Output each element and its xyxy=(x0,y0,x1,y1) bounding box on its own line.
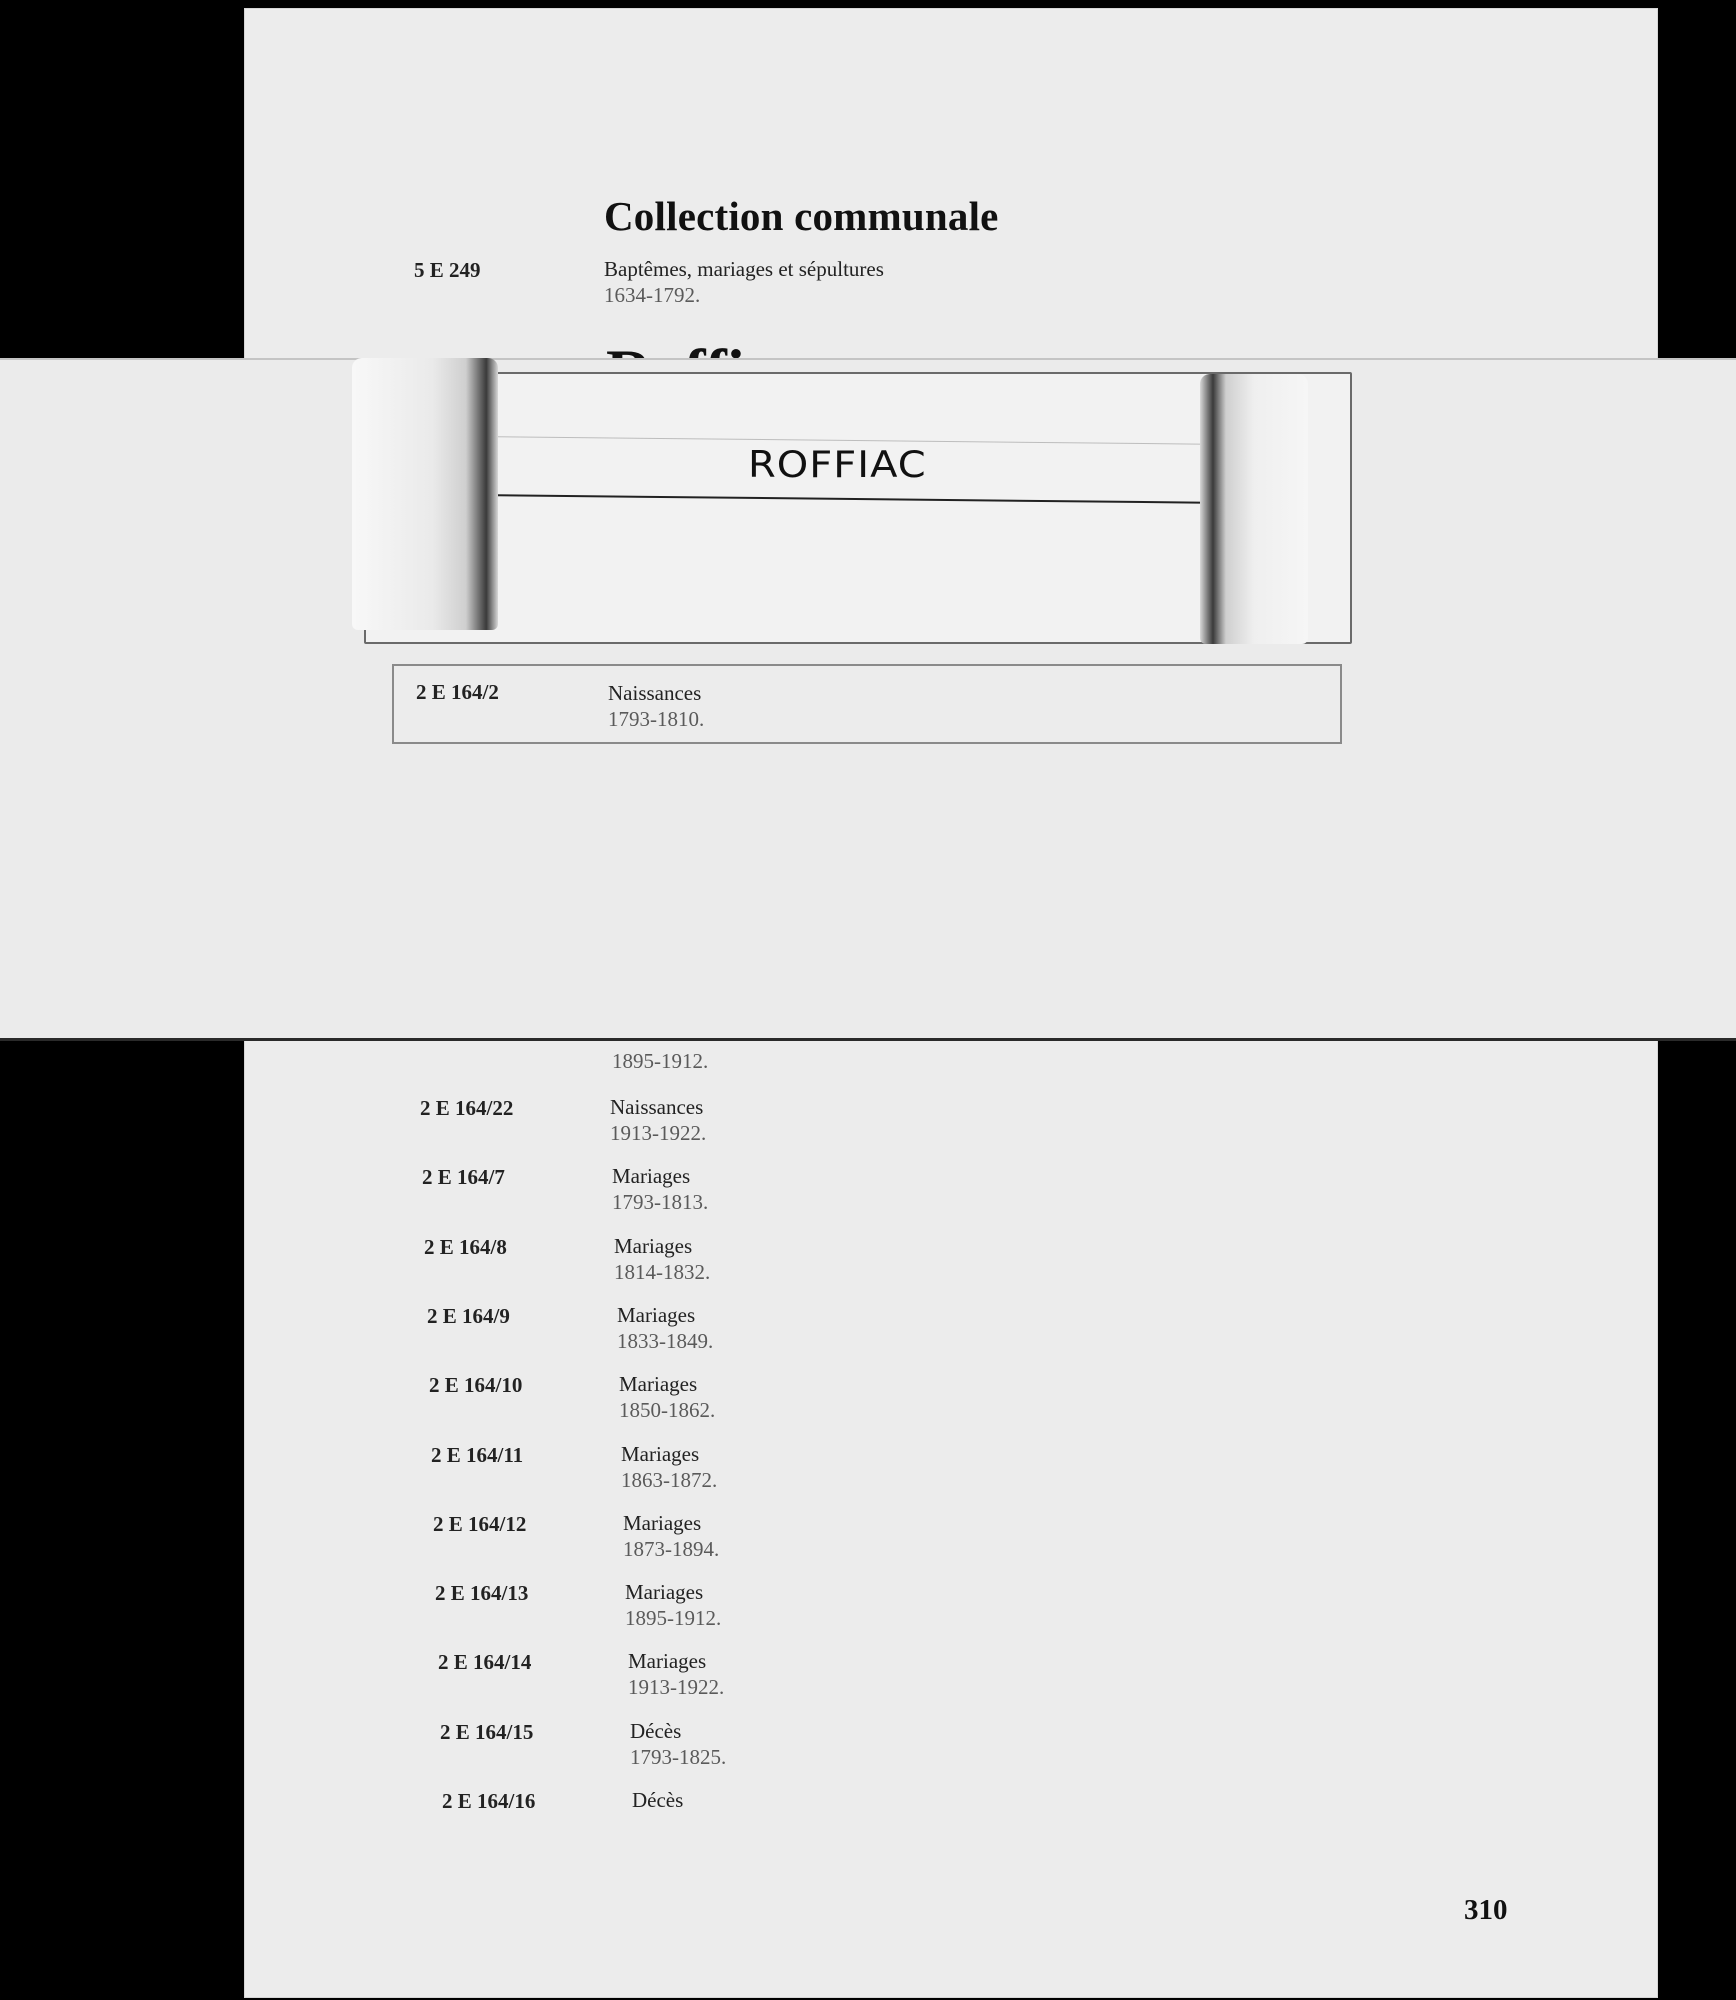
entry-code: 2 E 164/15 xyxy=(440,1720,534,1744)
top-entry-title-text: Baptêmes, mariages et sépultures xyxy=(604,257,884,281)
card-entry-title xyxy=(608,680,704,732)
entry-title xyxy=(612,1163,708,1215)
entry-code: 2 E 164/7 xyxy=(422,1165,505,1189)
entry-dates: 1833-1849. xyxy=(617,1329,714,1353)
entry-title-text: Décès xyxy=(632,1788,684,1812)
entry-title-text: Mariages xyxy=(628,1649,707,1673)
entry-title xyxy=(619,1371,715,1423)
entry-title xyxy=(630,1718,726,1770)
entry-title-text: Mariages xyxy=(619,1372,698,1396)
entry-title xyxy=(632,1787,683,1813)
entry-code: 2 E 164/8 xyxy=(424,1235,507,1259)
entry-dates: 1814-1832. xyxy=(614,1260,711,1284)
page-number: 310 xyxy=(1464,1894,1508,1926)
entry-title-text: Mariages xyxy=(617,1303,696,1327)
entry-title xyxy=(625,1579,721,1631)
entry-title xyxy=(623,1510,719,1562)
entry-code: 2 E 164/16 xyxy=(442,1789,536,1813)
page-heading: Collection communale xyxy=(604,193,999,239)
entry-dates: 1895-1912. xyxy=(625,1606,722,1630)
top-entry-code: 5 E 249 xyxy=(414,258,481,282)
entry-title-text: Naissances xyxy=(610,1095,704,1119)
entry-title-text: Mariages xyxy=(623,1511,702,1535)
card-entry-code: 2 E 164/2 xyxy=(416,680,499,704)
entry-title xyxy=(621,1441,717,1493)
tape-right xyxy=(1200,374,1308,644)
card-entry-title-text: Naissances xyxy=(608,681,702,705)
entry-title xyxy=(628,1648,724,1700)
entry-title xyxy=(617,1302,713,1354)
entry-title-text: Mariages xyxy=(621,1442,700,1466)
commune-heading xyxy=(606,322,805,352)
entry-title xyxy=(610,1094,706,1146)
entry-dates: 1793-1813. xyxy=(612,1190,709,1214)
entry-title-text: Mariages xyxy=(614,1234,693,1258)
entry-code: 2 E 164/11 xyxy=(431,1443,524,1467)
entry-title-text: Mariages xyxy=(625,1580,704,1604)
entry-title-text: Mariages xyxy=(612,1164,691,1188)
entry-code: 2 E 164/10 xyxy=(429,1373,523,1397)
entry-title xyxy=(614,1233,710,1285)
partial-entry-dates: 1895-1912. xyxy=(612,1049,709,1073)
entry-dates: 1863-1872. xyxy=(621,1468,718,1492)
entry-title-text: Décès xyxy=(630,1719,682,1743)
entry-dates: 1873-1894. xyxy=(623,1537,720,1561)
tape-left xyxy=(352,358,498,630)
entry-dates: 1850-1862. xyxy=(619,1398,716,1422)
entry-code: 2 E 164/12 xyxy=(433,1512,527,1536)
entry-dates: 1913-1922. xyxy=(628,1675,725,1699)
entry-code: 2 E 164/13 xyxy=(435,1581,529,1605)
top-entry-dates: 1634-1792. xyxy=(604,283,701,307)
commune-label: ROFFIAC xyxy=(748,443,927,487)
entry-dates: 1793-1825. xyxy=(630,1745,727,1769)
entry-code: 2 E 164/9 xyxy=(427,1304,510,1328)
entry-code: 2 E 164/22 xyxy=(420,1096,514,1120)
card-entry-dates: 1793-1810. xyxy=(608,707,705,731)
entry-dates: 1913-1922. xyxy=(610,1121,707,1145)
card-entry-row xyxy=(392,664,1342,744)
top-entry-title xyxy=(604,256,884,308)
entry-code: 2 E 164/14 xyxy=(438,1650,532,1674)
